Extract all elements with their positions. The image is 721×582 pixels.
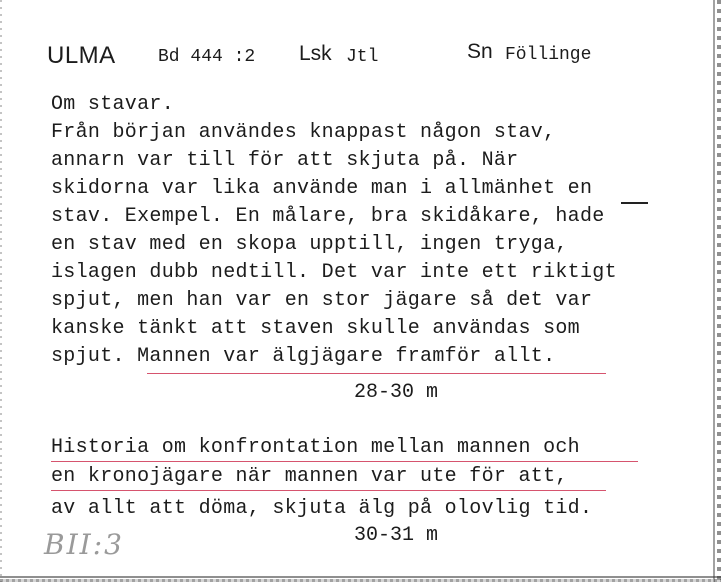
section1-line: islagen dubb nedtill. Det var inte ett riktigt [51, 261, 617, 284]
section1-line: kanske tänkt att staven skulle användas som [51, 317, 580, 340]
highlight-underline [51, 461, 638, 462]
emphasis-underline [621, 202, 648, 204]
section2-line: Historia om konfrontation mellan mannen och [51, 436, 580, 459]
scan-right-border [717, 0, 721, 582]
province-label: Lsk [299, 42, 332, 65]
province-value: Jtl [346, 47, 379, 67]
card-bottom-edge [0, 576, 721, 578]
parish-value: Föllinge [505, 45, 592, 65]
parish-label: Sn [467, 40, 493, 63]
section2-line: en kronojägare när mannen var ute för att, [51, 465, 568, 488]
section1-title: Om stavar. [51, 93, 175, 116]
section1-line: Från början användes knappast någon stav, [51, 121, 556, 144]
highlight-underline [147, 373, 606, 374]
archive-code: ULMA [47, 42, 116, 69]
pencil-annotation: BII:3 [44, 528, 124, 561]
volume-reference: Bd 444 :2 [158, 47, 256, 67]
card-right-edge [713, 0, 715, 582]
section1-line: skidorna var lika använde man i allmänhet en [51, 177, 593, 200]
section2-pages: 30-31 m [354, 524, 439, 547]
section1-line: spjut. Mannen var älgjägare framför allt. [51, 345, 556, 368]
card-left-edge [0, 0, 2, 582]
section1-line: stav. Exempel. En målare, bra skidåkare, hade [51, 205, 605, 228]
section1-line: en stav med en skopa upptill, ingen tryga, [51, 233, 568, 256]
section1-line: annarn var till för att skjuta på. När [51, 149, 519, 172]
section1-pages: 28-30 m [354, 381, 439, 404]
section2-line: av allt att döma, skjuta älg på olovlig tid. [51, 497, 593, 520]
highlight-underline [51, 490, 606, 491]
section1-line: spjut, men han var en stor jägare så det var [51, 289, 593, 312]
